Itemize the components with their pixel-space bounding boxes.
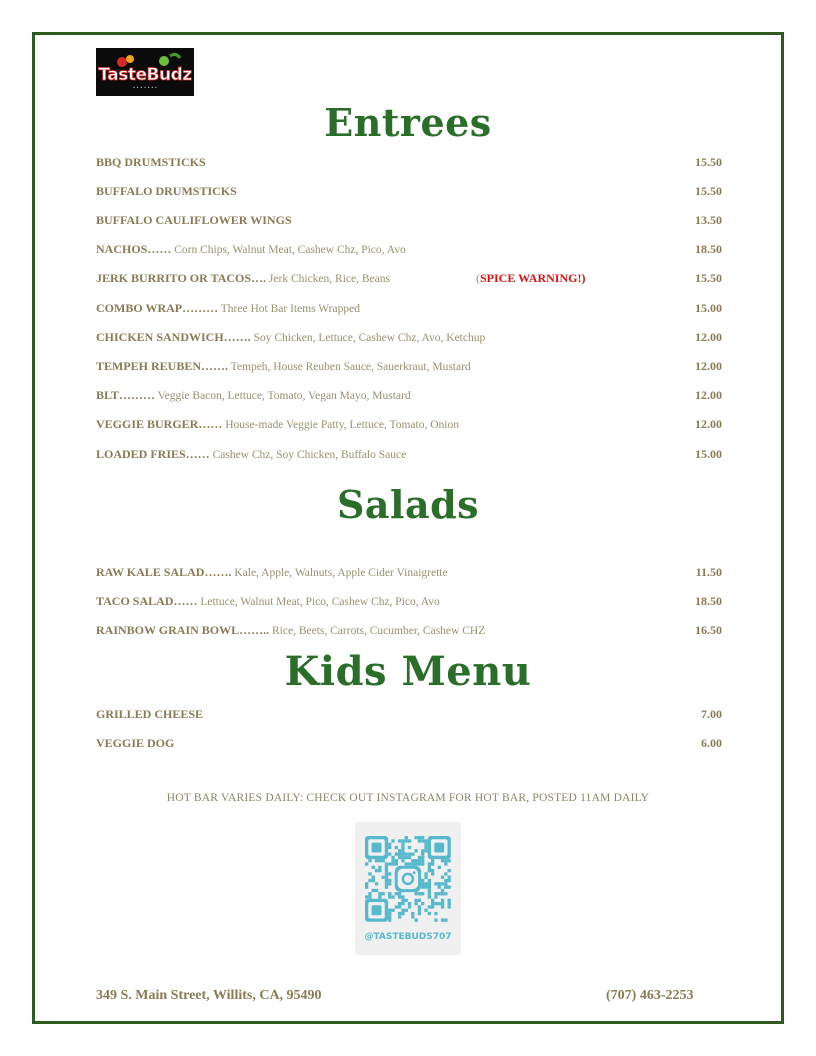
menu-item — [96, 444, 722, 464]
salads-heading: Salads — [336, 482, 480, 527]
entrees-heading: Entrees — [324, 100, 492, 145]
menu-item — [96, 356, 722, 376]
menu-item-description: Rice, Beets, Carrots, Cucumber, Cashew CHZ — [269, 625, 486, 637]
menu-item-description: Jerk Chicken, Rice, Beans — [266, 273, 390, 285]
menu-item-price: 15.50 — [695, 271, 722, 285]
menu-item-price: 13.50 — [695, 213, 722, 227]
menu-item — [96, 210, 722, 230]
menu-item — [96, 620, 722, 640]
menu-item-price: 16.50 — [695, 623, 722, 637]
menu-item-description: House-made Veggie Patty, Lettuce, Tomato, Onion — [222, 419, 459, 431]
menu-item-price: 18.50 — [695, 594, 722, 608]
tastebudz-logo — [96, 48, 194, 96]
kids-menu-heading: Kids Menu — [284, 648, 532, 695]
menu-item — [96, 385, 722, 405]
menu-item-description: Lettuce, Walnut Meat, Pico, Cashew Chz, Pico, Avo — [197, 596, 440, 608]
menu-item-price: 12.00 — [695, 388, 722, 402]
instagram-handle: @TASTEBUDS707 — [364, 932, 452, 942]
menu-item-name: TEMPEH REUBEN……. — [96, 359, 229, 373]
footer-phone: (707) 463-2253 — [606, 988, 694, 1003]
menu-item-name: COMBO WRAP……… — [96, 301, 219, 315]
menu-item — [96, 239, 722, 259]
svg-text:TasteBudz: TasteBudz — [98, 65, 192, 85]
menu-item-price: 15.00 — [695, 447, 722, 461]
menu-item-description: Soy Chicken, Lettuce, Cashew Chz, Avo, Ketchup — [250, 332, 486, 344]
menu-item-price: 15.00 — [695, 301, 722, 315]
menu-item — [96, 327, 722, 347]
menu-item — [96, 414, 722, 434]
menu-item-name: VEGGIE DOG — [96, 736, 175, 750]
menu-item-description: Veggie Bacon, Lettuce, Tomato, Vegan Mayo, Mustard — [154, 390, 411, 402]
menu-item — [96, 181, 722, 201]
menu-item-description: Tempeh, House Reuben Sauce, Sauerkraut, Mustard — [228, 361, 471, 373]
spice-warning: (SPICE WARNING!) — [476, 271, 586, 285]
instagram-qr-card[interactable] — [355, 822, 461, 955]
menu-item — [96, 268, 722, 288]
menu-item-name: VEGGIE BURGER…… — [96, 417, 223, 431]
menu-item — [96, 298, 722, 318]
menu-item — [96, 704, 722, 724]
menu-item-price: 15.50 — [695, 184, 722, 198]
menu-item — [96, 152, 722, 172]
menu-item-name: TACO SALAD…… — [96, 594, 198, 608]
menu-item-name: BUFFALO CAULIFLOWER WINGS — [96, 213, 292, 227]
svg-text:• • • • • • •: • • • • • • • — [132, 85, 158, 90]
menu-item-name: BBQ DRUMSTICKS — [96, 155, 206, 169]
menu-item-price: 12.00 — [695, 359, 722, 373]
menu-item — [96, 562, 722, 582]
menu-item-name: RAW KALE SALAD……. — [96, 565, 232, 579]
menu-item-price: 12.00 — [695, 417, 722, 431]
menu-item-description: Cashew Chz, Soy Chicken, Buffalo Sauce — [209, 449, 407, 461]
menu-item-price: 6.00 — [701, 736, 722, 750]
menu-item-description: Corn Chips, Walnut Meat, Cashew Chz, Pico, Avo — [171, 244, 406, 256]
menu-item-name: RAINBOW GRAIN BOWL…….. — [96, 623, 270, 637]
hot-bar-note: HOT BAR VARIES DAILY: CHECK OUT INSTAGRAM FOR HOT BAR, POSTED 11AM DAILY — [166, 792, 650, 804]
menu-item — [96, 591, 722, 611]
menu-item-name: BLT……… — [96, 388, 155, 402]
menu-item-price: 18.50 — [695, 242, 722, 256]
menu-item-price: 15.50 — [695, 155, 722, 169]
menu-item-description: Kale, Apple, Walnuts, Apple Cider Vinaigrette — [231, 567, 448, 579]
instagram-qr-code-icon — [355, 822, 461, 928]
menu-item-name: NACHOS…… — [96, 242, 172, 256]
menu-item-name: BUFFALO DRUMSTICKS — [96, 184, 237, 198]
menu-item-price: 7.00 — [701, 707, 722, 721]
menu-item-name: GRILLED CHEESE — [96, 707, 204, 721]
menu-item-price: 11.50 — [695, 565, 722, 579]
menu-item-name: CHICKEN SANDWICH……. — [96, 330, 251, 344]
menu-item-description: Three Hot Bar Items Wrapped — [218, 303, 360, 315]
footer-address: 349 S. Main Street, Willits, CA, 95490 — [96, 988, 322, 1003]
menu-item-name: JERK BURRITO OR TACOS…. — [96, 271, 267, 285]
menu-item-name: LOADED FRIES…… — [96, 447, 210, 461]
menu-item-price: 12.00 — [695, 330, 722, 344]
menu-item — [96, 733, 722, 753]
